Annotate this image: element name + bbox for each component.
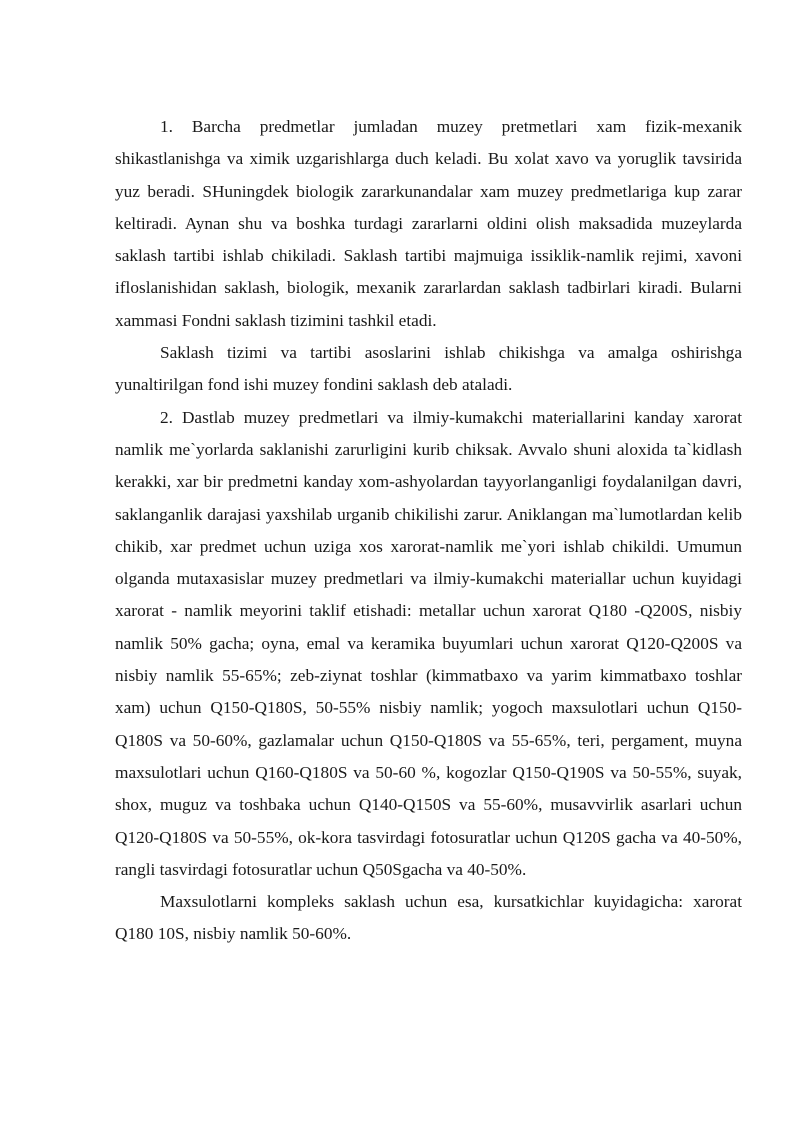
document-page (115, 111, 742, 951)
paragraph-storage-damage: 1. Barcha predmetlar jumladan muzey pretmetlari xam fizik-mexanik shikastlanishga va ximik uzgarishlarga duch keladi. Bu xolat xavo va yoruglik tavsirida yuz beradi. SHuningdek biologik zararkunandalar xam muzey predmetlariga kup zarar keltiradi. Aynan shu va boshka turdagi zararlarni oldini olish maksadida muzeylarda saklash tartibi ishlab chikiladi. Saklash tartibi majmuiga issiklik-namlik rejimi, xavoni ifloslanishidan saklash, biologik, mexanik zararlardan saklash tadbirlari kiradi. Bularni xammasi Fondni saklash tizimini tashkil etadi. (115, 117, 742, 330)
paragraph-complex-storage: Maxsulotlarni kompleks saklash uchun esa, kursatkichlar kuyidagicha: xarorat Q180 10S, nisbiy namlik 50-60%. (115, 892, 742, 944)
paragraph-temperature-humidity-norms: 2. Dastlab muzey predmetlari va ilmiy-kumakchi materiallarini kanday xarorat namlik me`yorlarda saklanishi zarurligini kurib chiksak. Avvalo shuni aloxida ta`kidlash kerakki, xar bir predmetni kanday xom-ashyolardan tayyorlanganligi foydalanilgan davri, saklanganlik darajasi yaxshilab urganib chikilishi zarur. Aniklangan ma`lumotlardan kelib chikib, xar predmet uchun uziga xos xarorat-namlik me`yori ishlab chikildi. Umumun olganda mutaxasislar muzey predmetlari va ilmiy-kumakchi materiallar uchun kuyidagi xarorat - namlik meyorini taklif etishadi: metallar uchun xarorat Q180 -Q200S, nisbiy namlik 50% gacha; oyna, emal va keramika buyumlari uchun xarorat Q120-Q200S va nisbiy namlik 55-65%; zeb-ziynat toshlar (kimmatbaxo va yarim kimmatbaxo toshlar xam) uchun Q150-Q180S, 50-55% nisbiy namlik; yogoch maxsulotlari uchun Q150-Q180S va 50-60%, gazlamalar uchun Q150-Q180S va 55-65%, teri, pergament, muyna maxsulotlari uchun Q160-Q180S va 50-60 %, kogozlar Q150-Q190S va 50-55%, suyak, shox, muguz va toshbaka uchun Q140-Q150S va 55-60%, musavvirlik asarlari uchun Q120-Q180S va 50-55%, ok-kora tasvirdagi fotosuratlar uchun Q120S gacha va 40-50%, rangli tasvirdagi fotosuratlar uchun Q50Sgacha va 40-50%. (115, 407, 742, 879)
paragraph-storage-definition: Saklash tizimi va tartibi asoslarini ishlab chikishga va amalga oshirishga yunaltirilgan fond ishi muzey fondini saklash deb ataladi. (115, 343, 742, 395)
